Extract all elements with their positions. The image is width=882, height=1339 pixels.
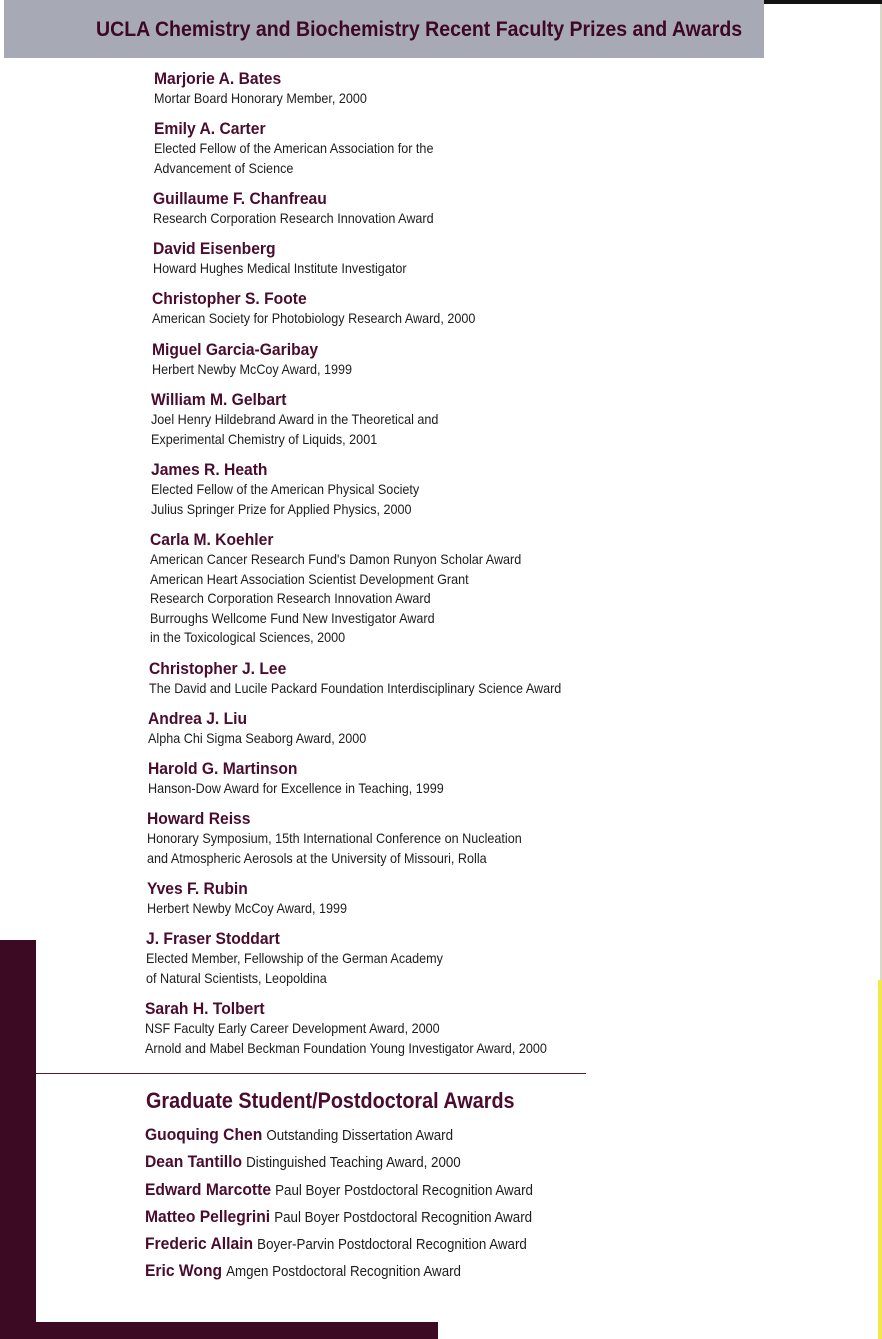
faculty-name: James R. Heath	[151, 460, 268, 479]
faculty-entry	[145, 999, 592, 1058]
faculty-entry	[154, 119, 465, 178]
award-line: The David and Lucile Packard Foundation Interdisciplinary Science Award	[149, 680, 562, 696]
section-divider	[36, 1073, 586, 1074]
faculty-entry	[147, 809, 563, 868]
award-line: Howard Hughes Medical Institute Investigator	[153, 260, 407, 276]
award-line: Hanson-Dow Award for Excellence in Teaching, 1999	[148, 780, 444, 796]
award-text: Distinguished Teaching Award, 2000	[246, 1155, 461, 1171]
faculty-entry	[147, 879, 369, 919]
graduate-award-item	[145, 1180, 533, 1200]
faculty-entry	[146, 929, 476, 988]
award-text: Outstanding Dissertation Award	[266, 1128, 454, 1144]
award-line: Experimental Chemistry of Liquids, 2001	[151, 430, 378, 447]
award-line: Research Corporation Research Innovation Award	[150, 590, 431, 606]
recipient-name: Dean Tantillo	[145, 1152, 243, 1171]
faculty-entry	[150, 530, 563, 648]
top-rule	[764, 0, 882, 4]
faculty-entry	[149, 659, 607, 699]
faculty-name: William M. Gelbart	[151, 390, 287, 409]
faculty-name: Sarah H. Tolbert	[145, 999, 265, 1018]
faculty-entry	[148, 759, 477, 799]
recipient-name: Frederic Allain	[145, 1234, 254, 1253]
faculty-name: Marjorie A. Bates	[154, 69, 282, 88]
faculty-name: Christopher J. Lee	[149, 659, 287, 678]
award-text: Paul Boyer Postdoctoral Recognition Award	[275, 1183, 533, 1199]
award-line: Elected Fellow of the American Physical Society	[151, 481, 420, 497]
graduate-award-item	[145, 1152, 461, 1172]
recipient-name: Matteo Pellegrini	[145, 1207, 271, 1226]
award-text: Paul Boyer Postdoctoral Recognition Award	[274, 1210, 533, 1226]
award-line: Elected Fellow of the American Association for the	[154, 140, 434, 156]
award-line: of Natural Scientists, Leopoldina	[146, 969, 327, 986]
page-title: UCLA Chemistry and Biochemistry Recent Faculty Prizes and Awards	[96, 18, 743, 41]
award-line: American Cancer Research Fund's Damon Runyon Scholar Award	[150, 551, 522, 567]
award-line: Mortar Board Honorary Member, 2000	[154, 90, 367, 106]
faculty-name: Christopher S. Foote	[152, 289, 307, 308]
award-line: Julius Springer Prize for Applied Physics, 2000	[151, 500, 412, 517]
recipient-name: Eric Wong	[145, 1261, 223, 1280]
faculty-name: Howard Reiss	[147, 809, 251, 828]
award-line: Honorary Symposium, 15th International Conference on Nucleation	[147, 830, 522, 846]
graduate-awards-heading: Graduate Student/Postdoctoral Awards	[146, 1088, 515, 1113]
recipient-name: Guoquing Chen	[145, 1125, 263, 1144]
graduate-award-item	[145, 1207, 532, 1227]
faculty-name: J. Fraser Stoddart	[146, 929, 280, 948]
award-line: and Atmospheric Aerosols at the University of Missouri, Rolla	[147, 849, 487, 866]
faculty-name: Emily A. Carter	[154, 119, 266, 138]
faculty-entry	[152, 289, 511, 329]
faculty-name: Guillaume F. Chanfreau	[153, 189, 327, 208]
award-text: Amgen Postdoctoral Recognition Award	[226, 1264, 461, 1280]
award-line: Burroughs Wellcome Fund New Investigator Award	[150, 609, 435, 626]
faculty-name: Harold G. Martinson	[148, 759, 298, 778]
award-line: in the Toxicological Sciences, 2000	[150, 629, 346, 645]
faculty-name: Miguel Garcia-Garibay	[152, 340, 319, 359]
award-line: Joel Henry Hildebrand Award in the Theoretical and	[151, 411, 439, 427]
graduate-award-item	[145, 1234, 527, 1254]
faculty-entry	[152, 340, 374, 380]
award-line: Elected Member, Fellowship of the German Academy	[146, 950, 443, 966]
faculty-name: Yves F. Rubin	[147, 879, 248, 898]
award-line: American Society for Photobiology Research Award, 2000	[152, 310, 476, 326]
faculty-entry	[148, 709, 391, 749]
bottom-color-bar	[36, 1322, 438, 1339]
award-line: American Heart Association Scientist Development Grant	[150, 570, 469, 587]
award-line: NSF Faculty Early Career Development Award, 2000	[145, 1020, 440, 1036]
faculty-entry	[154, 69, 391, 109]
award-line: Herbert Newby McCoy Award, 1999	[152, 361, 353, 377]
faculty-name: Carla M. Koehler	[150, 530, 274, 549]
graduate-award-item	[145, 1261, 461, 1281]
faculty-entry	[151, 460, 449, 519]
left-color-block	[0, 940, 36, 1339]
faculty-entry	[153, 239, 435, 279]
award-line: Advancement of Science	[154, 159, 294, 176]
award-line: Research Corporation Research Innovation Award	[153, 210, 434, 226]
award-text: Boyer-Parvin Postdoctoral Recognition Award	[257, 1237, 527, 1253]
faculty-entry	[153, 189, 465, 229]
award-line: Arnold and Mabel Beckman Foundation Young Investigator Award, 2000	[145, 1039, 547, 1056]
award-line: Herbert Newby McCoy Award, 1999	[147, 900, 348, 916]
faculty-name: Andrea J. Liu	[148, 709, 248, 728]
graduate-award-item	[145, 1125, 453, 1145]
faculty-entry	[151, 390, 470, 449]
right-edge-color-strip	[878, 980, 882, 1339]
award-line: Alpha Chi Sigma Seaborg Award, 2000	[148, 730, 367, 746]
recipient-name: Edward Marcotte	[145, 1180, 272, 1199]
faculty-name: David Eisenberg	[153, 239, 276, 258]
